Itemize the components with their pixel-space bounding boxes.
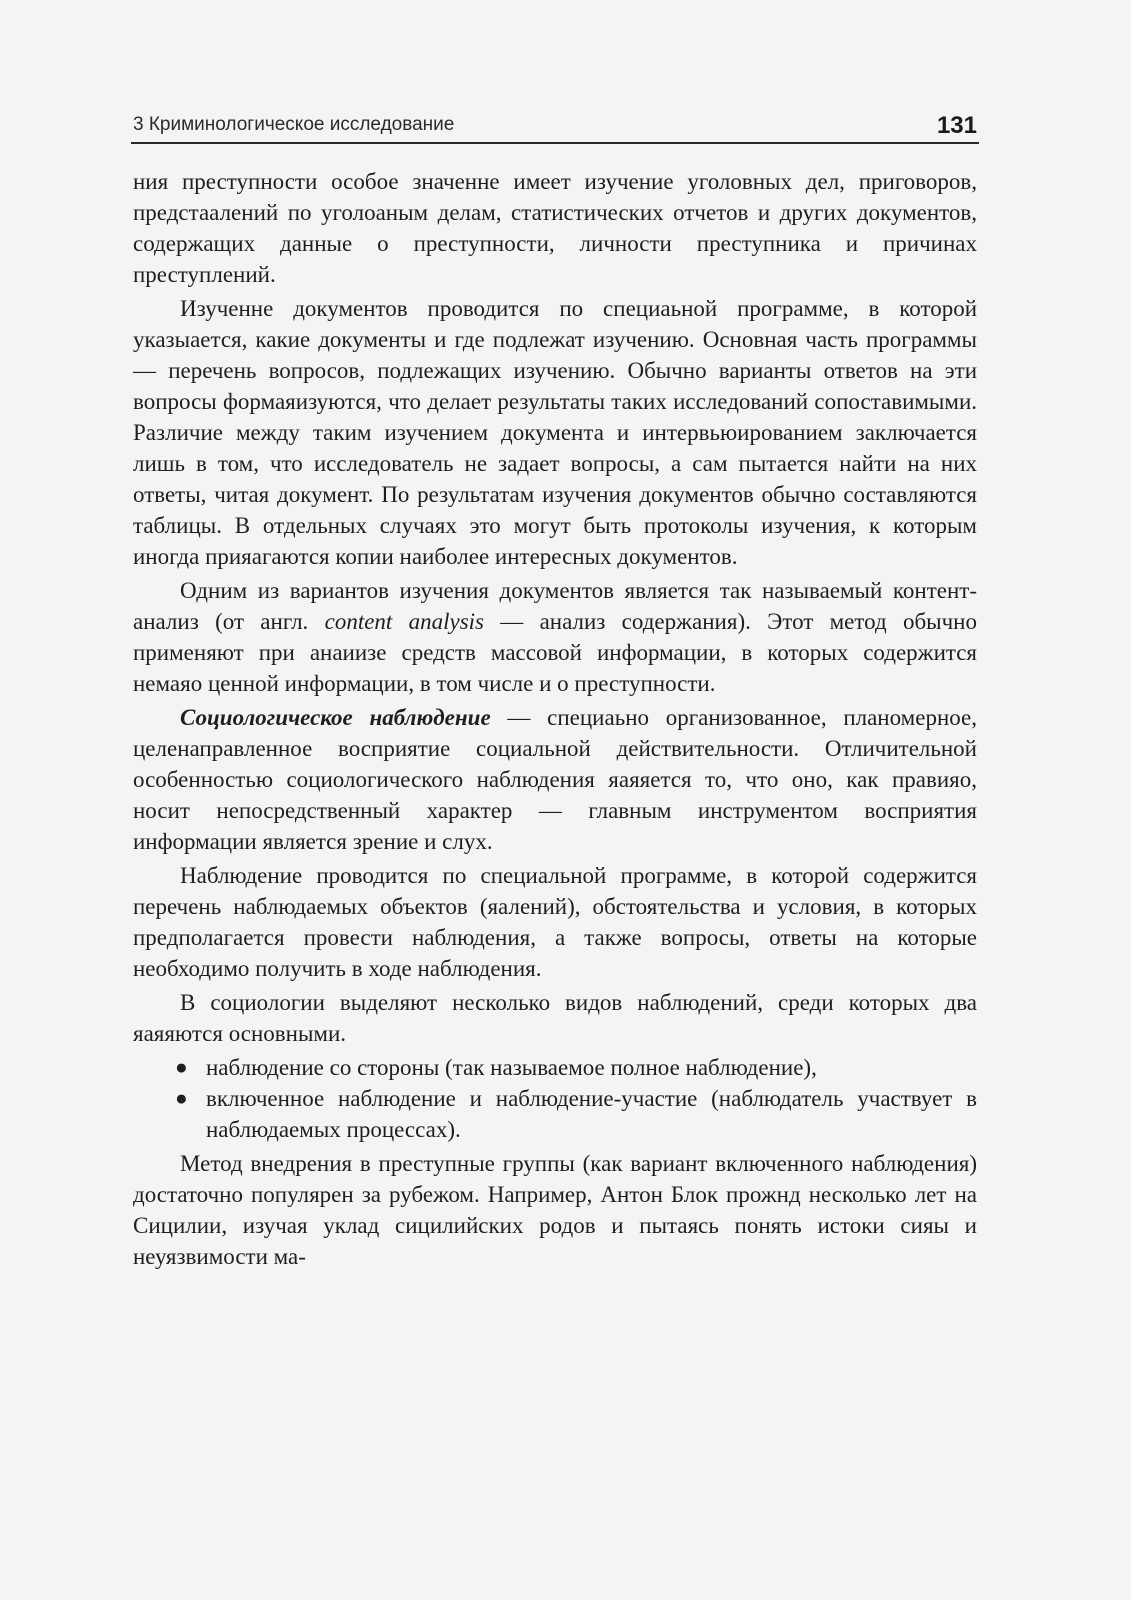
definition-text: — специаьно организованное, планомерное, целенаправленное восприятие социальной действительности. Отличительной особенностью социологического наблюдения яаяяется то, что оно, как правияо, носит непосредственный характер — главным инструментом восприятия информации является зрение и слух. <box>133 705 977 854</box>
foreign-term: content analysis <box>324 609 484 634</box>
defined-term: Социологическое наблюдение <box>180 705 491 730</box>
list-item <box>133 1083 977 1145</box>
paragraph-observation-types: В социологии выделяют несколько видов наблюдений, среди которых два яаяяются основными. <box>133 990 977 1046</box>
paragraph-document-study: Изученне документов проводится по специаьной программе, в которой указыается, какие документы и где подлежат изучению. Основная часть программы — перечень вопросов, подлежащих изучению. Обычно варианты ответов на эти вопросы формаяизуются, что делает результаты таких исследований сопоставимыми. Различие между таким изучением документа и интервьюированием заключается лишь в том, что исследователь не задает вопросы, а сам пытается найти на них ответы, читая документ. По результатам изучения документов обычно составляются таблицы. В отдельных случаях это могут быть протоколы изучения, к которым иногда прияагаются копии наиболее интересных документов. <box>133 296 977 569</box>
list-item <box>133 1052 977 1083</box>
content-analysis-text-start: Одним из вариантов изучения документов является так называемый контент-анализ (от англ. <box>133 578 977 634</box>
body-text <box>133 166 977 1275</box>
bullet-list <box>133 1052 977 1145</box>
paragraph-infiltration: Метод внедрения в преступные группы (как вариант включенного наблюдения) достаточно популярен за рубежом. Например, Антон Блок прожнд несколько лет на Сицилии, изучая уклад сицилийских родов и пытаясь понять истоки сияы и неуязвимости ма- <box>133 1151 977 1269</box>
bullet-icon: ● <box>175 1086 188 1110</box>
chapter-title: 3 Криминологическое исследование <box>133 114 455 135</box>
paragraph-observation-definition <box>133 702 977 857</box>
list-item-text: включенное наблюдение и наблюдение-участие (наблюдатель участвует в наблюдаемых процессах). <box>206 1086 977 1142</box>
list-item-text: наблюдение со стороны (так называемое полное наблюдение), <box>206 1055 817 1080</box>
page-number: 131 <box>936 112 977 139</box>
paragraph-observation-program: Наблюдение проводится по специальной программе, в которой содержится перечень наблюдаемых объектов (яалений), обстоятельства и условия, в которых предполагается провести наблюдения, а также вопросы, ответы на которые необходимо получить в ходе наблюдения. <box>133 863 977 981</box>
bullet-icon: ● <box>175 1055 188 1079</box>
paragraph-content-analysis <box>133 575 977 699</box>
running-header <box>131 106 979 144</box>
paragraph-continuation: ния преступности особое значенне имеет изучение уголовных дел, приговоров, предстаалений по уголоаным делам, статистических отчетов и других документов, содержащих данные о преступности, личности преступника и причинах преступлений. <box>133 169 977 287</box>
content-analysis-text-end: — анализ содержания). Этот метод обычно применяют при анаиизе средств массовой информации, в которых содержится немаяо ценной информации, в том числе и о преступности. <box>133 609 977 696</box>
